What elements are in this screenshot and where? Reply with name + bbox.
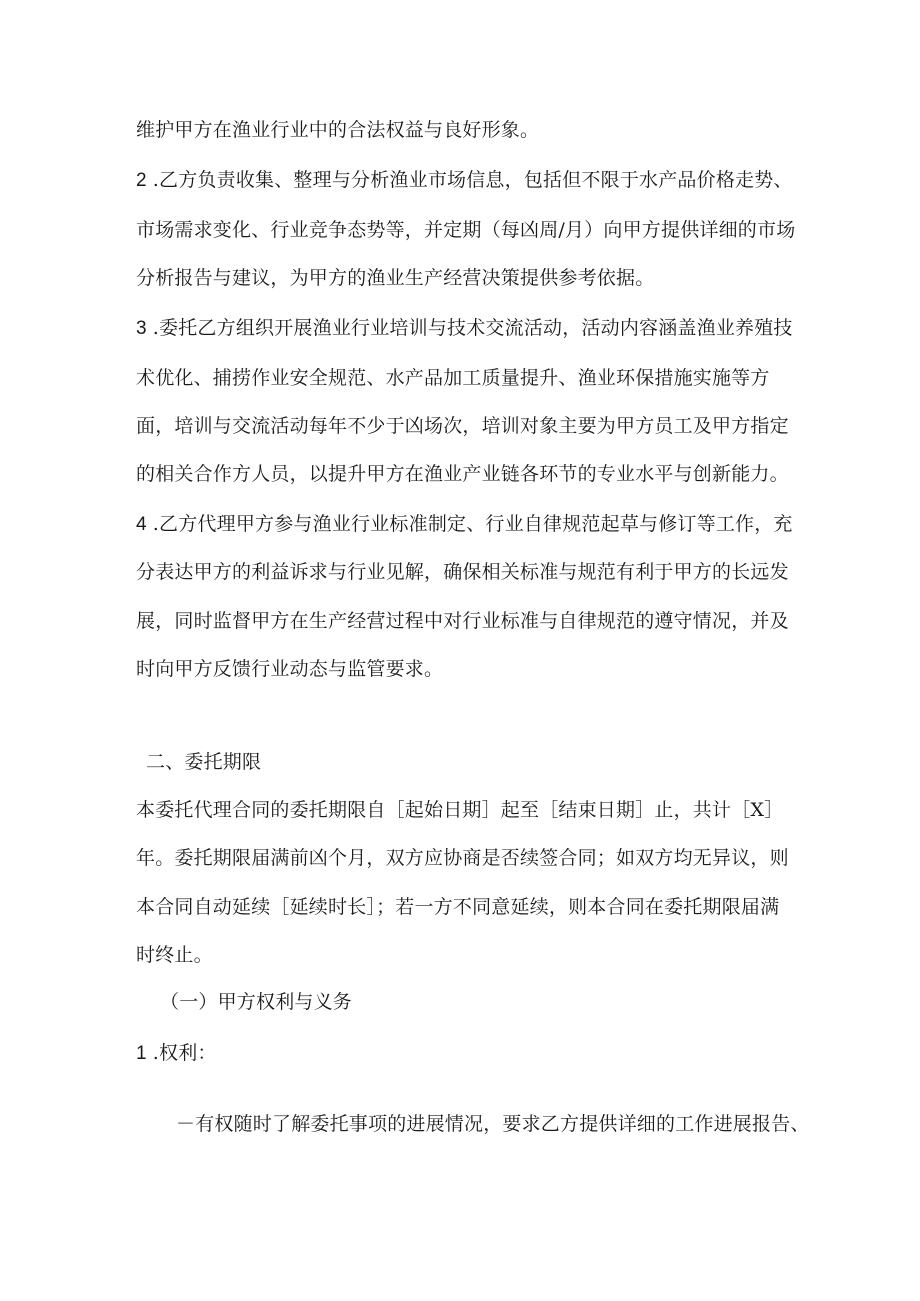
line-text: 时终止。 xyxy=(136,944,213,966)
line-text: 分析报告与建议，为甲方的渔业生产经营决策提供参考依据。 xyxy=(136,267,655,289)
line-text: 分表达甲方的利益诉求与行业见解，确保相关标准与规范有利于甲方的长远发 xyxy=(136,561,789,583)
line-text: .权利： xyxy=(152,1042,217,1064)
section-heading xyxy=(146,750,261,774)
paragraph-line xyxy=(136,118,539,142)
line-text: 的相关合作方人员，以提升甲方在渔业产业链各环节的专业水平与创新能力。 xyxy=(136,463,789,485)
item-number: 3 xyxy=(136,318,147,339)
item-number: 4 xyxy=(136,514,147,535)
line-text: 市场需求变化、行业竞争态势等，并定期（每凶周/月）向甲方提供详细的市场 xyxy=(136,219,796,241)
paragraph-line xyxy=(136,798,783,822)
line-text: 术优化、捕捞作业安全规范、水产品加工质量提升、渔业环保措施实施等方 xyxy=(136,367,770,389)
paragraph-line xyxy=(136,943,213,967)
line-text: .乙方代理甲方参与渔业行业标准制定、行业自律规范起草与修订等工作，充 xyxy=(152,513,793,535)
subsection-heading xyxy=(160,990,352,1014)
heading-text: （一）甲方权利与义务 xyxy=(160,991,353,1013)
line-text: 时向甲方反馈行业动态与监管要求。 xyxy=(136,658,444,680)
bullet-line xyxy=(176,1112,810,1136)
paragraph-line xyxy=(136,560,789,584)
numbered-item-2 xyxy=(136,168,793,193)
paragraph-line xyxy=(136,218,795,242)
paragraph-line xyxy=(136,266,654,290)
line-text: 面，培训与交流活动每年不少于凶场次，培训对象主要为甲方员工及甲方指定 xyxy=(136,415,789,437)
paragraph-line xyxy=(136,462,789,486)
heading-text: 二、委托期限 xyxy=(146,751,262,773)
paragraph-line xyxy=(136,414,789,438)
line-text: 维护甲方在渔业行业中的合法权益与良好形象。 xyxy=(136,119,540,141)
item-number: 2 xyxy=(136,170,147,191)
line-text: .委托乙方组织开展渔业行业培训与技术交流活动，活动内容涵盖渔业养殖技 xyxy=(152,317,793,339)
line-text: －有权随时了解委托事项的进展情况，要求乙方提供详细的工作进展报告、 xyxy=(176,1113,810,1135)
line-text: 本委托代理合同的委托期限自［起始日期］起至［结束日期］止，共计［X］ xyxy=(136,799,784,821)
item-number: 1 xyxy=(136,1043,147,1064)
paragraph-line xyxy=(136,366,770,390)
numbered-item-1 xyxy=(136,1041,217,1066)
line-text: .乙方负责收集、整理与分析渔业市场信息，包括但不限于水产品价格走势、 xyxy=(152,169,793,191)
numbered-item-4 xyxy=(136,512,793,537)
line-text: 本合同自动延续［延续时长］；若一方不同意延续，则本合同在委托期限届满 xyxy=(136,896,780,918)
line-text: 年。委托期限届满前凶个月，双方应协商是否续签合同；如双方均无异议，则 xyxy=(136,847,789,869)
paragraph-line xyxy=(136,895,779,919)
paragraph-line xyxy=(136,609,789,633)
paragraph-line xyxy=(136,657,443,681)
numbered-item-3 xyxy=(136,316,793,341)
line-text: 展，同时监督甲方在生产经营过程中对行业标准与自律规范的遵守情况，并及 xyxy=(136,610,789,632)
paragraph-line xyxy=(136,846,789,870)
